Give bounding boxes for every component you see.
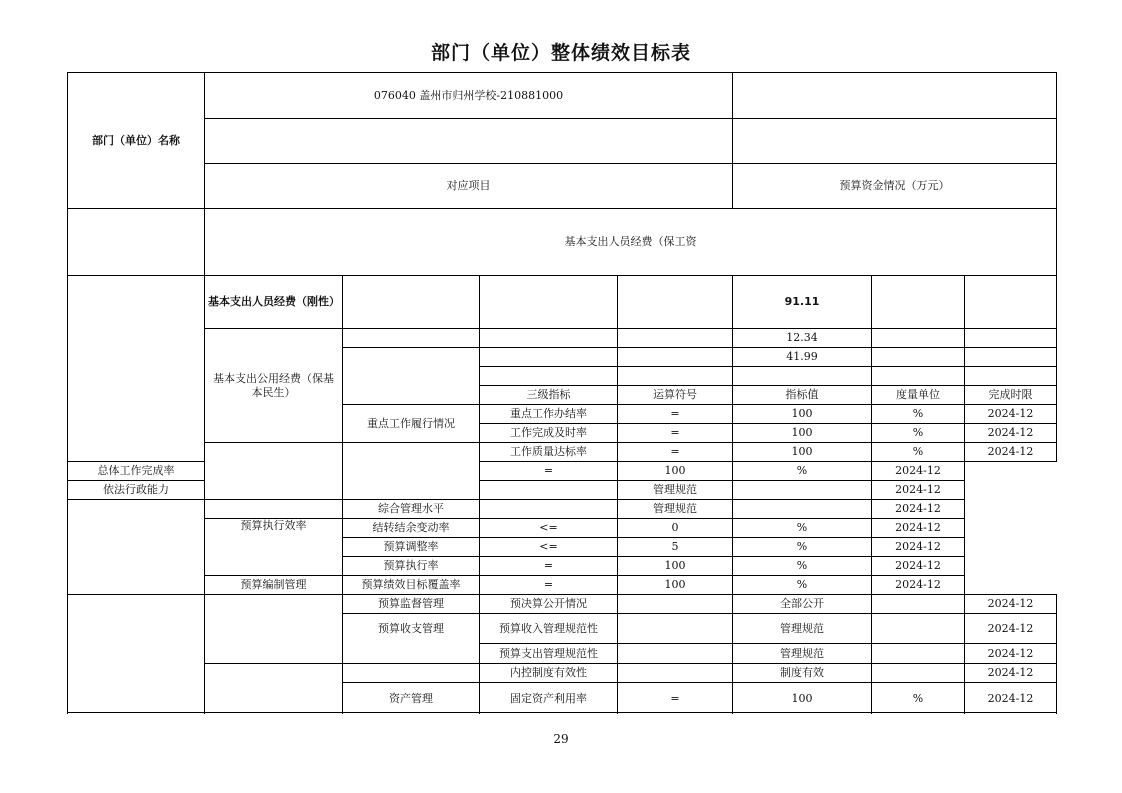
indicator-unit: %: [733, 576, 872, 595]
indicator-name: 结转结余变动率: [343, 519, 480, 538]
indicator-name: 预算调整率: [343, 538, 480, 557]
indicator-deadline: 2024-12: [872, 481, 965, 500]
empty-cell: [872, 329, 965, 348]
empty-cell: [343, 664, 480, 683]
indicator-value: 0: [618, 519, 733, 538]
empty-cell: [205, 500, 343, 519]
indicator-deadline: 2024-12: [872, 557, 965, 576]
indicator-value: 制度有效: [733, 664, 872, 683]
empty-cell: [343, 329, 480, 348]
empty-cell: [480, 276, 618, 329]
indicator-op: =: [618, 405, 733, 424]
indicator-op: =: [480, 557, 618, 576]
indicator-unit: [872, 595, 965, 614]
indicator-deadline: 2024-12: [965, 664, 1057, 683]
indicator-unit: %: [733, 538, 872, 557]
indicator-deadline: 2024-12: [965, 424, 1057, 443]
project-label: 对应项目: [205, 164, 733, 209]
empty-cell: [68, 276, 205, 462]
indicator-name: 预算绩效目标覆盖率: [343, 576, 480, 595]
value-b: 41.99: [733, 348, 872, 367]
level2-indicator: 重点工作履行情况: [343, 405, 480, 443]
empty-cell: [965, 329, 1057, 348]
value-a: 12.34: [733, 329, 872, 348]
indicator-deadline: 2024-12: [872, 576, 965, 595]
indicator-op: [618, 664, 733, 683]
indicator-unit: %: [733, 519, 872, 538]
indicator-value: 管理规范: [618, 481, 733, 500]
indicator-deadline: 2024-12: [872, 462, 965, 481]
indicator-op: =: [618, 443, 733, 462]
indicator-name: 工作质量达标率: [480, 443, 618, 462]
indicator-name: 总体工作完成率: [68, 462, 205, 481]
column-header: 运算符号: [618, 386, 733, 405]
indicator-value: 100: [733, 424, 872, 443]
indicator-deadline: 2024-12: [965, 443, 1057, 462]
empty-cell: [618, 276, 733, 329]
indicator-op: =: [618, 424, 733, 443]
empty-cell: [618, 329, 733, 348]
indicator-deadline: 2024-12: [872, 538, 965, 557]
indicator-unit: %: [733, 557, 872, 576]
indicator-op: [480, 500, 618, 519]
empty-cell: [965, 276, 1057, 329]
indicator-value: 管理规范: [733, 644, 872, 664]
indicator-name: 工作完成及时率: [480, 424, 618, 443]
indicator-op: =: [618, 683, 733, 713]
indicator-name: 预算支出管理规范性: [480, 644, 618, 664]
empty-cell: [480, 367, 618, 386]
indicator-unit: [872, 644, 965, 664]
page-title: 部门（单位）整体绩效目标表: [430, 42, 691, 64]
empty-cell: [618, 367, 733, 386]
public-funding-label: 基本支出公用经费（保基本民生）: [205, 329, 343, 443]
header-empty-cell: [733, 73, 1057, 119]
indicator-deadline: 2024-12: [965, 614, 1057, 644]
indicator-op: <=: [480, 538, 618, 557]
indicator-unit: [872, 614, 965, 644]
page-number: 29: [553, 732, 569, 746]
indicator-op: [618, 595, 733, 614]
indicator-value: 100: [618, 576, 733, 595]
empty-cell: [343, 443, 480, 500]
indicator-value: 100: [733, 405, 872, 424]
indicator-value: 5: [618, 538, 733, 557]
rigid-funding-label: 基本支出人员经费（刚性）: [205, 276, 343, 329]
indicator-name: 固定资产利用率: [480, 683, 618, 713]
indicator-value: 管理规范: [618, 500, 733, 519]
indicator-deadline: 2024-12: [872, 500, 965, 519]
indicator-unit: [872, 664, 965, 683]
indicator-value: 100: [618, 557, 733, 576]
indicator-name: 预算收入管理规范性: [480, 614, 618, 644]
project-name: 基本支出人员经费（保工资: [205, 209, 1057, 276]
indicator-name: 预决算公开情况: [480, 595, 618, 614]
level2-indicator: 预算执行效率: [205, 519, 343, 576]
empty-cell: [205, 664, 343, 713]
indicator-value: 100: [733, 443, 872, 462]
empty-cell: [205, 443, 343, 500]
header-empty-cell: [205, 119, 733, 164]
level2-indicator: 预算收支管理: [343, 614, 480, 664]
indicator-name: 内控制度有效性: [480, 664, 618, 683]
empty-cell: [205, 595, 343, 664]
indicator-name: 依法行政能力: [68, 481, 205, 500]
indicator-name: 重点工作办结率: [480, 405, 618, 424]
empty-cell: [68, 500, 205, 595]
column-header: 完成时限: [965, 386, 1057, 405]
empty-cell: [872, 367, 965, 386]
indicator-value: 100: [618, 462, 733, 481]
indicator-value: 管理规范: [733, 614, 872, 644]
empty-cell: [68, 209, 205, 276]
empty-cell: [618, 348, 733, 367]
indicator-unit: [733, 500, 872, 519]
indicator-unit: %: [872, 424, 965, 443]
indicator-name: 综合管理水平: [343, 500, 480, 519]
indicator-op: =: [480, 462, 618, 481]
header-empty-cell: [733, 119, 1057, 164]
indicator-op: <=: [480, 519, 618, 538]
indicator-value: 全部公开: [733, 595, 872, 614]
indicator-unit: %: [733, 462, 872, 481]
unit-name: 076040 盖州市归州学校-210881000: [205, 73, 733, 119]
empty-cell: [68, 595, 205, 713]
empty-cell: [965, 348, 1057, 367]
empty-cell: [480, 348, 618, 367]
indicator-deadline: 2024-12: [965, 405, 1057, 424]
empty-cell: [343, 276, 480, 329]
indicator-op: [618, 614, 733, 644]
budget-label: 预算资金情况（万元）: [733, 164, 1057, 209]
column-header: 度量单位: [872, 386, 965, 405]
rigid-funding-value: 91.11: [733, 276, 872, 329]
indicator-deadline: 2024-12: [965, 644, 1057, 664]
indicator-op: [480, 481, 618, 500]
level2-indicator: 预算编制管理: [205, 576, 343, 595]
level2-indicator: 资产管理: [343, 683, 480, 713]
indicator-unit: %: [872, 443, 965, 462]
indicator-deadline: 2024-12: [965, 683, 1057, 713]
indicator-name: 预算执行率: [343, 557, 480, 576]
indicator-value: 100: [733, 683, 872, 713]
indicator-unit: [733, 481, 872, 500]
empty-cell: [480, 329, 618, 348]
indicator-op: [618, 644, 733, 664]
dept-name-label: 部门（单位）名称: [68, 73, 205, 209]
empty-cell: [872, 348, 965, 367]
indicator-unit: %: [872, 405, 965, 424]
column-header: 指标值: [733, 386, 872, 405]
column-header: 三级指标: [480, 386, 618, 405]
indicator-deadline: 2024-12: [872, 519, 965, 538]
empty-cell: [965, 367, 1057, 386]
empty-cell: [343, 348, 480, 405]
performance-target-table: [67, 72, 1057, 713]
indicator-op: =: [480, 576, 618, 595]
empty-cell: [872, 276, 965, 329]
empty-cell: [733, 367, 872, 386]
level2-indicator: 预算监督管理: [343, 595, 480, 614]
indicator-deadline: 2024-12: [965, 595, 1057, 614]
indicator-unit: %: [872, 683, 965, 713]
